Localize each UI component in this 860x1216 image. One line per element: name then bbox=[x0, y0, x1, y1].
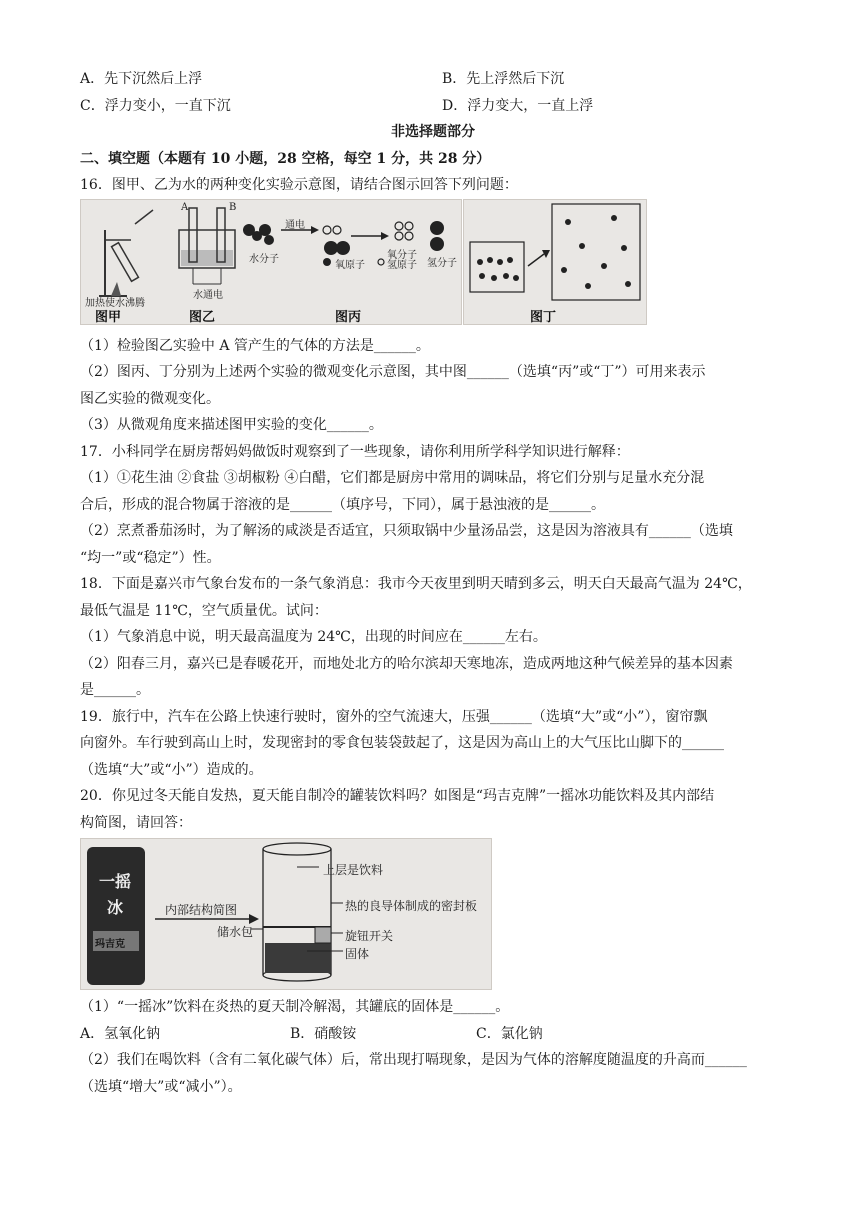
q17-sub2-line2: “均一”或“稳定”）性。 bbox=[80, 549, 221, 566]
label-oxygen-molecule: 氧分子 bbox=[387, 249, 417, 261]
q18-sub1: （1）气象消息中说，明天最高温度为 24℃，出现的时间应在______左右。 bbox=[80, 629, 547, 645]
q16-sub3: （3）从微观角度来描述图甲实验的变化______。 bbox=[80, 417, 383, 433]
q16-figure bbox=[80, 199, 786, 327]
label-plate: 热的良导体制成的密封板 bbox=[345, 899, 478, 913]
q18-line1: 18．下面是嘉兴市气象台发布的一条气象消息：我市今天夜里到明天晴到多云，明天白天最高气温为 24℃， bbox=[80, 576, 752, 592]
q19-line2: 向窗外。车行驶到高山上时，发现密封的零食包装袋鼓起了，这是因为高山上的大气压比山脚下的______ bbox=[80, 735, 724, 751]
q18-sub2-line2: 是______。 bbox=[80, 682, 150, 698]
q17-stem: 17．小科同学在厨房帮妈妈做饭时观察到了一些现象，请你利用所学科学知识进行解释： bbox=[80, 443, 630, 460]
q20-line2: 构简图，请回答： bbox=[80, 814, 192, 831]
q16-stem: 16．图甲、乙为水的两种变化实验示意图，请结合图示回答下列问题： bbox=[80, 177, 518, 193]
drink-can-illustration bbox=[81, 839, 491, 989]
label-heat: 加热使水沸腾 bbox=[85, 297, 145, 309]
label-water-bag: 储水包 bbox=[217, 925, 254, 939]
exam-page bbox=[80, 66, 786, 1100]
part2-heading: 二、填空题（本题有 10 小题，28 空格，每空 1 分，共 28 分） bbox=[80, 150, 491, 167]
q16-sub1: （1）检验图乙实验中 A 管产生的气体的方法是______。 bbox=[80, 337, 430, 354]
q17-sub2-line1: （2）烹煮番茄汤时，为了解汤的咸淡是否适宜，只须取锅中少量汤品尝，这是因为溶液具有______（选填 bbox=[80, 523, 733, 539]
q20-option-a: A．氢氧化钠 bbox=[80, 1025, 161, 1042]
q17-sub1-line2: 合后，形成的混合物属于溶液的是______（填序号，下同），属于悬浊液的是______。 bbox=[80, 496, 605, 513]
label-elec: 水通电 bbox=[193, 289, 223, 301]
q20-sub2-line1: （2）我们在喝饮料（含有二氧化碳气体）后，常出现打嗝现象，是因为气体的溶解度随温度的升高而______ bbox=[80, 1052, 747, 1068]
figure-ding bbox=[463, 199, 647, 325]
q20-sub2-line2: （选填“增大”或“减小”）。 bbox=[80, 1078, 242, 1095]
caption-jia: 图甲 bbox=[95, 309, 122, 325]
label-top-drink: 上层是饮料 bbox=[323, 863, 384, 877]
q15-options-row-2 bbox=[80, 93, 786, 120]
q20-option-b: B．硝酸铵 bbox=[290, 1025, 357, 1042]
caption-ding: 图丁 bbox=[530, 309, 557, 325]
caption-bing: 图丙 bbox=[335, 309, 362, 325]
q18-sub2-line1: （2）阳春三月，嘉兴已是春暖花开，而地处北方的哈尔滨却天寒地冻，造成两地这种气候差异的基本因素 bbox=[80, 655, 733, 672]
label-knob: 旋钮开关 bbox=[345, 929, 394, 943]
label-tongdian: 通电 bbox=[285, 219, 305, 231]
q18-line2: 最低气温是 11℃，空气质量优。试问： bbox=[80, 602, 328, 619]
label-water-molecule: 水分子 bbox=[249, 253, 279, 265]
q15-option-b: B．先上浮然后下沉 bbox=[442, 71, 565, 87]
q16-sub2-line2: 图乙实验的微观变化。 bbox=[80, 390, 220, 407]
label-tube-a: A bbox=[181, 201, 189, 213]
q17-sub1-line1: （1）①花生油 ②食盐 ③胡椒粉 ④白醋，它们都是厨房中常用的调味品，将它们分别与足量水充分混 bbox=[80, 470, 705, 486]
q19-line1: 19．旅行中，汽车在公路上快速行驶时，窗外的空气流速大，压强______（选填“大”或“小”），窗帘飘 bbox=[80, 708, 708, 725]
label-hydrogen-molecule: 氢分子 bbox=[427, 257, 457, 269]
label-tube-b: B bbox=[229, 201, 237, 213]
label-hydrogen-atom: 氢原子 bbox=[387, 259, 417, 271]
label-oxygen-atom: 氧原子 bbox=[335, 259, 365, 271]
arrow-label: 内部结构简图 bbox=[165, 903, 238, 917]
q20-line1: 20．你见过冬天能自发热，夏天能自制冷的罐装饮料吗？如图是“玛吉克牌”一摇冰功能饮料及其内部结 bbox=[80, 788, 715, 804]
q15-option-d: D．浮力变大，一直上浮 bbox=[442, 97, 594, 114]
q20-figure bbox=[80, 838, 492, 990]
can-brand: 玛吉克 bbox=[95, 939, 125, 950]
can-text-top: 一摇 bbox=[99, 872, 132, 891]
q15-option-a: A．先下沉然后上浮 bbox=[80, 71, 203, 87]
q19-line3: （选填“大”或“小”）造成的。 bbox=[80, 761, 263, 778]
q16-sub2-line1: （2）图丙、丁分别为上述两个实验的微观变化示意图，其中图______（选填“丙”或“丁”）可用来表示 bbox=[80, 364, 706, 380]
q20-option-c: C．氯化钠 bbox=[476, 1025, 543, 1042]
figure-jia-yi-bing bbox=[80, 199, 462, 325]
q20-sub1: （1）“一摇冰”饮料在炎热的夏天制冷解渴，其罐底的固体是______。 bbox=[80, 999, 510, 1015]
section-title: 非选择题部分 bbox=[391, 124, 475, 140]
q20-options bbox=[80, 1021, 786, 1048]
label-solid: 固体 bbox=[345, 947, 370, 961]
caption-yi: 图乙 bbox=[189, 309, 216, 325]
q15-option-c: C．浮力变小，一直下沉 bbox=[80, 97, 231, 114]
can-text-mid: 冰 bbox=[107, 898, 124, 917]
q15-options-row-1 bbox=[80, 66, 786, 93]
